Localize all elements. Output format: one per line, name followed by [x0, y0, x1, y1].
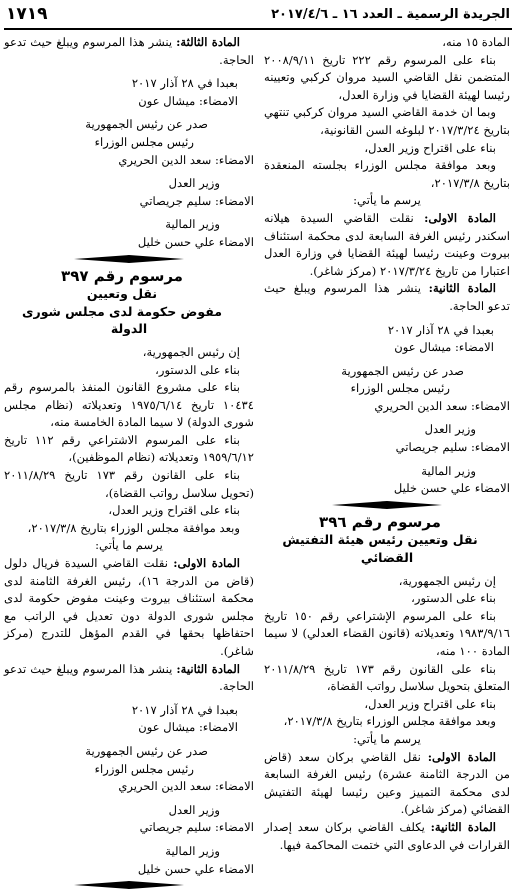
- signature-justice: الامضاء: سليم جريصاتي: [139, 193, 254, 208]
- article-2: [264, 819, 510, 854]
- decree-396-title: مرسوم رقم ٣٩٦: [319, 512, 441, 531]
- decrees-heading: يرسم ما يأتي:: [95, 538, 163, 553]
- paragraph: بناء على اقتراح وزير العدل،: [364, 140, 496, 155]
- justice-minister-title: وزير العدل: [168, 176, 220, 191]
- separator-ornament: [74, 254, 184, 264]
- issued-by: صدر عن رئيس الجمهورية: [85, 743, 208, 758]
- pm-title: رئيس مجلس الوزراء: [350, 381, 450, 396]
- pm-title: رئيس مجلس الوزراء: [94, 761, 194, 776]
- article-label: المادة الثانية:: [430, 819, 496, 834]
- issued-by: صدر عن رئيس الجمهورية: [85, 117, 208, 132]
- left-column: [4, 34, 255, 876]
- issued-by: صدر عن رئيس الجمهورية: [341, 363, 464, 378]
- separator-ornament: [332, 500, 442, 510]
- article-1: [264, 210, 510, 280]
- paragraph: بناء على الدستور،: [411, 591, 496, 606]
- paragraph: بناء على المرسوم الاشتراعي رقم ١١٢ تاريخ ١٩٥٩/٦/١٢ وتعديلاته (نظام الموظفين)،: [4, 432, 254, 465]
- right-column: [264, 34, 510, 850]
- article-text: ينشر هذا المرسوم ويبلغ حيث تدعو الحاجة.: [264, 281, 510, 313]
- paragraph: بناء على المرسوم رقم ٢٢٢ تاريخ ٢٠٠٨/٩/١١ المتضمن نقل القاضي السيد مروان كركبي وتعيينه رئيسا لهيئة القضايا في وزارة العدل،: [264, 52, 510, 102]
- signature-justice: الامضاء: سليم جريصاتي: [395, 440, 510, 455]
- article-2: [4, 661, 254, 696]
- paragraph: بناء على القانون رقم ١٧٣ تاريخ ٢٠١١/٨/٢٩ (تحويل سلاسل رواتب القضاة)،: [4, 468, 254, 500]
- justice-minister-title: وزير العدل: [424, 422, 476, 437]
- page-number: ١٧١٩: [6, 4, 48, 24]
- paragraph: المادة ١٥ منه،: [442, 35, 510, 49]
- article-1: [4, 555, 254, 661]
- paragraph: بناء على القانون رقم ١٧٣ تاريخ ٢٠١١/٨/٢٩ المتعلق بتحويل سلاسل رواتب القضاة،: [264, 661, 510, 694]
- paragraph: بناء على اقتراح وزير العدل،: [364, 696, 496, 711]
- separator-ornament: [74, 880, 184, 890]
- article-label: المادة الثانية:: [176, 661, 240, 676]
- gazette-title: الجريدة الرسمية ـ العدد ١٦ ـ ٢٠١٧/٤/٦: [271, 7, 510, 22]
- article-label: المادة الثالثة:: [176, 35, 240, 49]
- signature-president: الامضاء: ميشال عون: [394, 340, 494, 355]
- paragraph: وبعد موافقة مجلس الوزراء بجلسته المنعقدة بتاريخ ٢٠١٧/٣/٨،: [264, 158, 510, 190]
- signing-date: بعبدا في ٢٨ آذار ٢٠١٧: [131, 76, 238, 91]
- article-text: نقلت القاضي السيدة فريال دلول (قاض من الدرجة ١٦)، رئيس الغرفة الثامنة لدى محكمة استئناف بيروت وعينت مفوض حكومة لدى مجلس شورى الدولة دون تعديل في الراتب مع احتفاظها بحقها في القدم المؤهل للتدرج (مركز شاغر).: [4, 556, 255, 658]
- paragraph: وبعد موافقة مجلس الوزراء بتاريخ ٢٠١٧/٣/٨،: [283, 714, 496, 729]
- paragraph: وبعد موافقة مجلس الوزراء بتاريخ ٢٠١٧/٣/٨،: [27, 520, 240, 535]
- signature-president: الامضاء: ميشال عون: [138, 93, 238, 108]
- paragraph: بناء على الدستور،: [155, 362, 240, 377]
- article-label: المادة الاولى:: [424, 210, 497, 225]
- decree-397-title: مرسوم رقم ٣٩٧: [61, 266, 183, 285]
- article-label: المادة الاولى:: [427, 749, 496, 764]
- article-1: [264, 749, 510, 819]
- signature-finance: الامضاء علي حسن خليل: [137, 861, 254, 876]
- article-text: ينشر هذا المرسوم ويبلغ حيث تدعو الحاجة.: [4, 35, 254, 67]
- decrees-heading: يرسم ما يأتي:: [353, 731, 421, 746]
- article-2: [264, 280, 510, 315]
- finance-minister-title: وزير المالية: [165, 843, 220, 858]
- justice-minister-title: وزير العدل: [168, 802, 220, 817]
- signing-date: بعبدا في ٢٨ آذار ٢٠١٧: [131, 702, 238, 717]
- article-text: نقلت القاضي السيدة هيلانه اسكندر رئيس الغرفة السابعة لدى محكمة استئناف بيروت وعينت رئيسا لهيئة القضايا في وزارة العدل اعتبارا من تاريخ ٢٠١٧/٣/٢٤ (مركز شاغر).: [264, 210, 510, 278]
- paragraph: بناء على اقتراح وزير العدل،: [108, 503, 240, 518]
- signature-pm: الامضاء: سعد الدين الحريري: [118, 779, 254, 794]
- finance-minister-title: وزير المالية: [421, 463, 476, 478]
- signing-date: بعبدا في ٢٨ آذار ٢٠١٧: [387, 322, 494, 337]
- signature-pm: الامضاء: سعد الدين الحريري: [374, 398, 510, 413]
- article-text: يكلف القاضي بركان سعد إصدار القرارات في الدعاوى التي ختمت المحاكمة فيها.: [264, 819, 510, 852]
- decree-397-subtitle-2: مفوض حكومة لدى مجلس شورى الدولة: [22, 303, 222, 337]
- article-text: نقل القاضي بركان سعد (قاض من الدرجة الثامنة عشرة) رئيس الغرفة السابعة لدى محكمة التمييز وعين رئيسا لهيئة التفتيش القضائي (مركز شاغر).: [264, 749, 510, 817]
- paragraph: بناء على المرسوم الإشتراعي رقم ١٥٠ تاريخ ١٩٨٣/٩/١٦ وتعديلاته (قانون القضاء العدلي) لا سيما المادة ١٠٠ منه،: [264, 608, 510, 658]
- paragraph: وبما ان خدمة القاضي السيد مروان كركبي تنتهي بتاريخ ٢٠١٧/٣/٢٤ لبلوغه السن القانونية،: [264, 105, 510, 137]
- signature-justice: الامضاء: سليم جريصاتي: [139, 820, 254, 835]
- article-3: [4, 34, 254, 69]
- pm-title: رئيس مجلس الوزراء: [94, 134, 194, 149]
- signature-president: الامضاء: ميشال عون: [138, 720, 238, 735]
- decree-396-subtitle: نقل وتعيين رئيس هيئة التفتيش القضائي: [282, 532, 478, 566]
- paragraph: إن رئيس الجمهورية،: [142, 344, 240, 359]
- decrees-heading: يرسم ما يأتي:: [353, 193, 421, 208]
- finance-minister-title: وزير المالية: [165, 217, 220, 232]
- signature-finance: الامضاء علي حسن خليل: [137, 234, 254, 249]
- signature-finance: الامضاء علي حسن خليل: [393, 481, 510, 496]
- paragraph: بناء على مشروع القانون المنفذ بالمرسوم رقم ١٠٤٣٤ تاريخ ١٩٧٥/٦/١٤ وتعديلاته (نظام مجلس شورى الدولة) لا سيما المادة الخامسة منه،: [4, 380, 254, 430]
- article-label: المادة الاولى:: [173, 556, 241, 571]
- article-text: ينشر هذا المرسوم ويبلغ حيث تدعو الحاجة.: [4, 661, 254, 694]
- decree-397-subtitle-1: نقل وتعيين: [86, 286, 158, 302]
- page-header: [4, 2, 512, 30]
- signature-pm: الامضاء: سعد الدين الحريري: [118, 152, 254, 167]
- paragraph: إن رئيس الجمهورية،: [398, 573, 496, 588]
- article-label: المادة الثانية:: [428, 281, 496, 296]
